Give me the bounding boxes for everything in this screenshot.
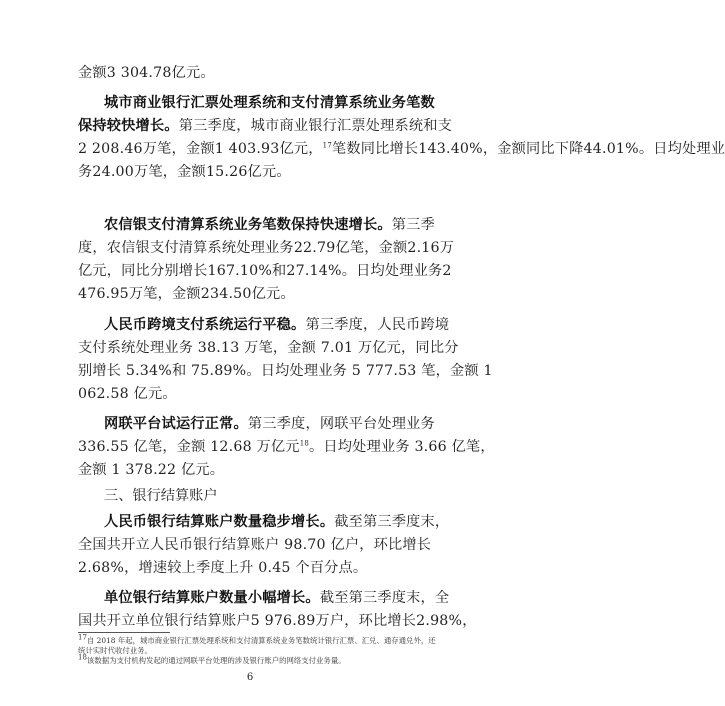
text-line: 保持较快增长。第三季度，城市商业银行汇票处理系统和支 [78, 118, 453, 134]
page-number: 6 [246, 672, 254, 683]
text-line: 336.55 亿笔，金额 12.68 万亿元$^{18}$。日均处理业务 3.66 亿笔， [78, 439, 495, 455]
text-line: 农信银支付清算系统业务笔数保持快速增长。第三季 [104, 217, 435, 233]
text-line: 金额 1 378.22 亿元。 [78, 462, 225, 478]
footnote-divider [78, 632, 170, 633]
text-line: 2.68%，增速较上季度上升 0.45 个百分点。 [78, 560, 368, 576]
text-line: 支付系统处理业务 38.13 万笔，金额 7.01 万亿元，同比分 [78, 340, 459, 356]
footnote: $^{18}$该数据为支付机构发起的通过网联平台处理的涉及银行账户的网络支付业务量。 [78, 653, 346, 665]
text-line: 金额3 304.78亿元。 [78, 65, 215, 81]
footnote-ref[interactable]: 17 [322, 141, 332, 150]
text-line: 度，农信银支付清算系统处理业务22.79亿笔，金额2.16万 [78, 240, 455, 256]
text-line: 2 208.46万笔，金额1 403.93亿元，$^{17}$笔数同比增长143.40%，金额同比下降44.01%。日均处理业 [78, 141, 725, 157]
text-line: 亿元，同比分别增长167.10%和27.14%。日均处理业务2 [78, 263, 452, 279]
text-line: 务24.00万笔，金额15.26亿元。 [78, 164, 291, 180]
text-line: 476.95万笔，金额234.50亿元。 [78, 286, 295, 302]
paragraph-lead: 城市商业银行汇票处理系统和支付清算系统业务笔数 [104, 95, 435, 111]
footnote: 统计实时代收付业务。 [78, 646, 152, 655]
text-line: 网联平台试运行正常。第三季度，网联平台处理业务 [104, 416, 435, 432]
footnote-ref[interactable]: 18 [299, 439, 310, 448]
section-heading: 三、银行结算账户 [104, 488, 218, 504]
footnote: $^{17}$自 2018 年起，城市商业银行汇票处理系统和支付清算系统业务笔数统计银行汇票、汇兑、通存通兑外，还 [78, 633, 436, 645]
text-line: 人民币银行结算账户数量稳步增长。截至第三季度末， [104, 514, 450, 530]
text-line: 062.58 亿元。 [78, 386, 177, 402]
text-line: 人民币跨境支付系统运行平稳。第三季度，人民币跨境 [104, 317, 450, 333]
text-line: 单位银行结算账户数量小幅增长。截至第三季度末，全 [104, 590, 450, 606]
text-line: 别增长 5.34%和 75.89%。日均处理业务 5 777.53 笔，金额 1 [78, 363, 493, 379]
text-line: 全国共开立人民币银行结算账户 98.70 亿户，环比增长 [78, 537, 432, 553]
text-line: 国共开立单位银行结算账户5 976.89万户，环比增长2.98%， [78, 613, 477, 629]
